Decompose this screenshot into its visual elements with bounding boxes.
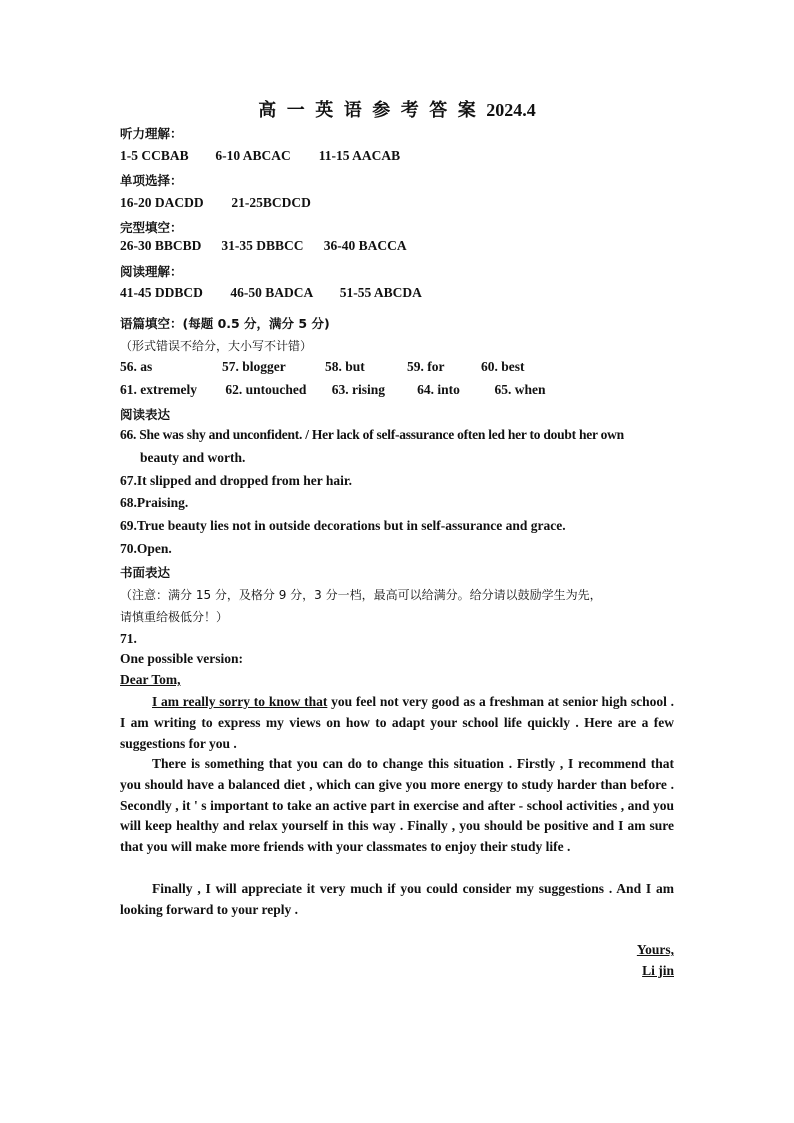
grammar-fill-note: （形式错误不给分，大小写不计错） [120,339,313,353]
answer-group: 26-30 BBCBD [120,238,202,253]
grammar-fill-heading: 语篇填空：(每题 0.5 分，满分 5 分) [120,316,330,331]
letter-paragraph-3: Finally , I will appreciate it very much if you could consider my suggestions . And I am looking forward to your reply . [120,881,674,917]
answer-item: 62. untouched [225,382,307,397]
answer-item: 65. when [494,382,546,397]
answer-item: 63. rising [331,382,386,397]
answer-69: 69.True beauty lies not in outside decorations but in self-assurance and grace. [120,518,566,533]
letter-paragraph-1 [120,692,674,754]
answer-group: 6-10 ABCAC [215,148,291,163]
letter-closing: Yours, [636,942,674,957]
paragraph-text: you feel not very good as a freshman at senior high school . I am writing to express my views on how to adapt your school life quickly . Here are a few suggestions for you . [120,694,674,751]
answer-item: 60. best [481,359,525,374]
underlined-phrase: I am really sorry to know that [152,694,328,709]
cloze-answers [120,238,407,254]
answer-66-line-2: beauty and worth. [140,450,246,465]
question-number-71: 71. [120,631,137,646]
answer-group: 16-20 DACDD [120,195,204,210]
answer-group: 51-55 ABCDA [339,285,422,300]
reading-heading: 阅读理解： [120,264,183,279]
writing-note-line-1: （注意：满分 15 分，及格分 9 分，3 分一档，最高可以给满分。给分请以鼓励学生为先， [120,588,602,602]
title-year: 2024.4 [486,100,536,120]
answer-group: 41-45 DDBCD [120,285,203,300]
letter-salutation: Dear Tom, [120,672,181,687]
writing-heading: 书面表达 [120,565,171,580]
writing-note-line-2: 请慎重给极低分！） [120,610,229,624]
listening-heading: 听力理解： [120,126,183,141]
answer-67: 67.It slipped and dropped from her hair. [120,473,353,488]
answer-group: 21-25BCDCD [231,195,311,210]
page-title [120,96,674,122]
possible-version-label: One possible version: [120,651,244,666]
title-main: 高 一 英 语 参 考 答 案 [258,100,479,120]
grammar-fill-row-2 [120,382,546,398]
cloze-heading: 完型填空： [120,220,183,235]
grammar-fill-row-1 [120,359,525,375]
answer-group: 11-15 AACAB [318,148,401,163]
answer-item: 64. into [417,382,460,397]
answer-item: 56. as [120,359,153,374]
single-choice-answers [120,195,311,211]
answer-66-line-1: 66. She was shy and unconfident. / Her lack of self-assurance often led her to doubt her own [120,427,624,442]
answer-group: 46-50 BADCA [230,285,314,300]
answer-item: 58. but [325,359,365,374]
reading-answers [120,285,422,301]
answer-item: 57. blogger [222,359,286,374]
answer-70: 70.Open. [120,541,172,556]
answer-group: 36-40 BACCA [323,238,407,253]
listening-answers [120,148,400,164]
answer-item: 59. for [407,359,445,374]
letter-signature: Li jin [642,963,674,978]
single-choice-heading: 单项选择： [120,173,183,188]
answer-item: 61. extremely [120,382,197,397]
answer-group: 31-35 DBBCC [221,238,304,253]
reading-expression-heading: 阅读表达 [120,407,171,422]
letter-paragraph-2: There is something that you can do to change this situation . Firstly , I recommend that you should have a balanced diet , which can give you more energy to study harder than before . Secondly , it ' s important to take an active part in exercise and after - school activities , and you will keep healthy and relax yourself in this way . Finally , you should be positive and I am sure that you will make more friends with your classmates to enjoy their study life . [120,756,674,855]
answer-group: 1-5 CCBAB [120,148,189,163]
answer-68: 68.Praising. [120,495,189,510]
